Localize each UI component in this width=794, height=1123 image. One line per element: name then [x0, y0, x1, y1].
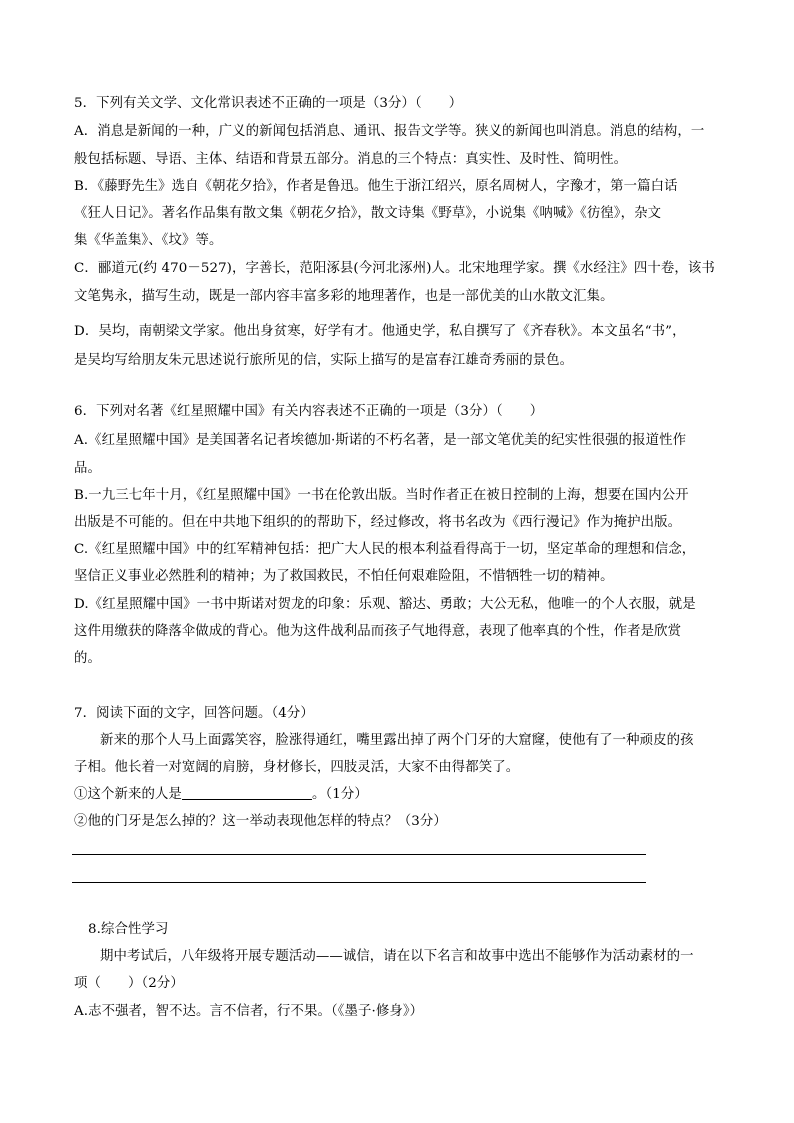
q6-line: C.《红星照耀中国》中的红军精神包括：把广大人民的根本利益看得高于一切，坚定革命的理想和信念， [74, 542, 696, 557]
q6-line: 的。 [74, 651, 101, 666]
q5-line: 集《华盖集》、《坟》等。 [74, 233, 223, 248]
q5-line: 般包括标题、导语、主体、结语和背景五部分。消息的三个特点：真实性、及时性、简明性。 [74, 152, 628, 167]
q6-line: 坚信正义事业必然胜利的精神；为了救国救民，不怕任何艰难险阻，不惜牺牲一切的精神。 [74, 569, 614, 584]
q8-line: 期中考试后，八年级将开展专题活动——诚信，请在以下名言和故事中选出不能够作为活动素材的一 [100, 949, 694, 964]
q7-subquestion-1 [74, 786, 368, 804]
q6-line: A.《红星照耀中国》是美国著名记者埃德加·斯诺的不朽名著，是一部文笔优美的纪实性很强的报道性作 [74, 433, 687, 448]
q7-sub1-prefix: ①这个新来的人是 [74, 787, 182, 802]
q7-subquestion-2: ②他的门牙是怎么掉的？这一举动表现他怎样的特点？（3分） [74, 814, 447, 829]
answer-line[interactable] [72, 854, 646, 855]
q6-line: D.《红星照耀中国》一书中斯诺对贺龙的印象：乐观、豁达、勇敢；大公无私，他唯一的个人衣服，就是 [74, 597, 696, 612]
q5-line: 文笔隽永，描写生动，既是一部内容丰富多彩的地理著作，也是一部优美的山水散文汇集。 [74, 289, 614, 304]
q5-line: D．吴均，南朝梁文学家。他出身贫寒，好学有才。他通史学，私自撰写了《齐春秋》。本文虽名“书”， [74, 324, 686, 339]
q5-line: 是吴均写给朋友朱元思述说行旅所见的信，实际上描写的是富春江雄奇秀丽的景色。 [74, 353, 574, 368]
q7-stem: 7．阅读下面的文字，回答问题。（4分） [74, 706, 314, 721]
q6-line: 出版是不可能的。但在中共地下组织的的帮助下，经过修改，将书名改为《西行漫记》作为掩护出版。 [74, 515, 682, 530]
q7-sub1-suffix: 。（1分） [311, 787, 368, 802]
answer-blank[interactable] [182, 786, 312, 800]
q8-title: 8.综合性学习 [88, 922, 169, 937]
q5-stem: 5．下列有关文学、文化常识表述不正确的一项是（3分）（ ） [74, 96, 463, 111]
q6-line: 品。 [74, 461, 101, 476]
q5-line: B．《藤野先生》选自《朝花夕拾》，作者是鲁迅。他生于浙江绍兴，原名周树人，字豫才，第一篇白话 [74, 179, 678, 194]
q5-line: A．消息是新闻的一种，广义的新闻包括消息、通讯、报告文学等。狭义的新闻也叫消息。消息的结构，一 [74, 124, 705, 139]
q6-line: 这件用缴获的降落伞做成的背心。他为这件战利品而孩子气地得意，表现了他率真的个性，作者是欣赏 [74, 624, 682, 639]
answer-line[interactable] [72, 882, 646, 883]
q7-passage-line: 子相。他长着一对宽阔的肩膀，身材修长，四肢灵活，大家不由得都笑了。 [74, 760, 520, 775]
q5-line: C．郦道元(约 470－527)，字善长，范阳涿县(今河北涿州)人。北宋地理学家。撰《水经注》四十卷，该书 [74, 261, 715, 276]
q5-line: 《狂人日记》。著名作品集有散文集《朝花夕拾》，散文诗集《野草》，小说集《呐喊》《彷徨》，杂文 [74, 206, 662, 221]
q6-line: B.一九三七年十月，《红星照耀中国》一书在伦敦出版。当时作者正在被日控制的上海，想要在国内公开 [74, 488, 689, 503]
q6-stem: 6．下列对名著《红星照耀中国》有关内容表述不正确的一项是（3分）（ ） [74, 404, 544, 419]
q8-option-a: A.志不强者，智不达。言不信者，行不果。（《墨子·修身》） [74, 1004, 424, 1019]
q7-passage-line: 新来的那个人马上面露笑容，脸涨得通红，嘴里露出掉了两个门牙的大窟窿，使他有了一种顽皮的孩 [100, 733, 694, 748]
q8-line: 项（ ）（2分） [74, 976, 184, 991]
